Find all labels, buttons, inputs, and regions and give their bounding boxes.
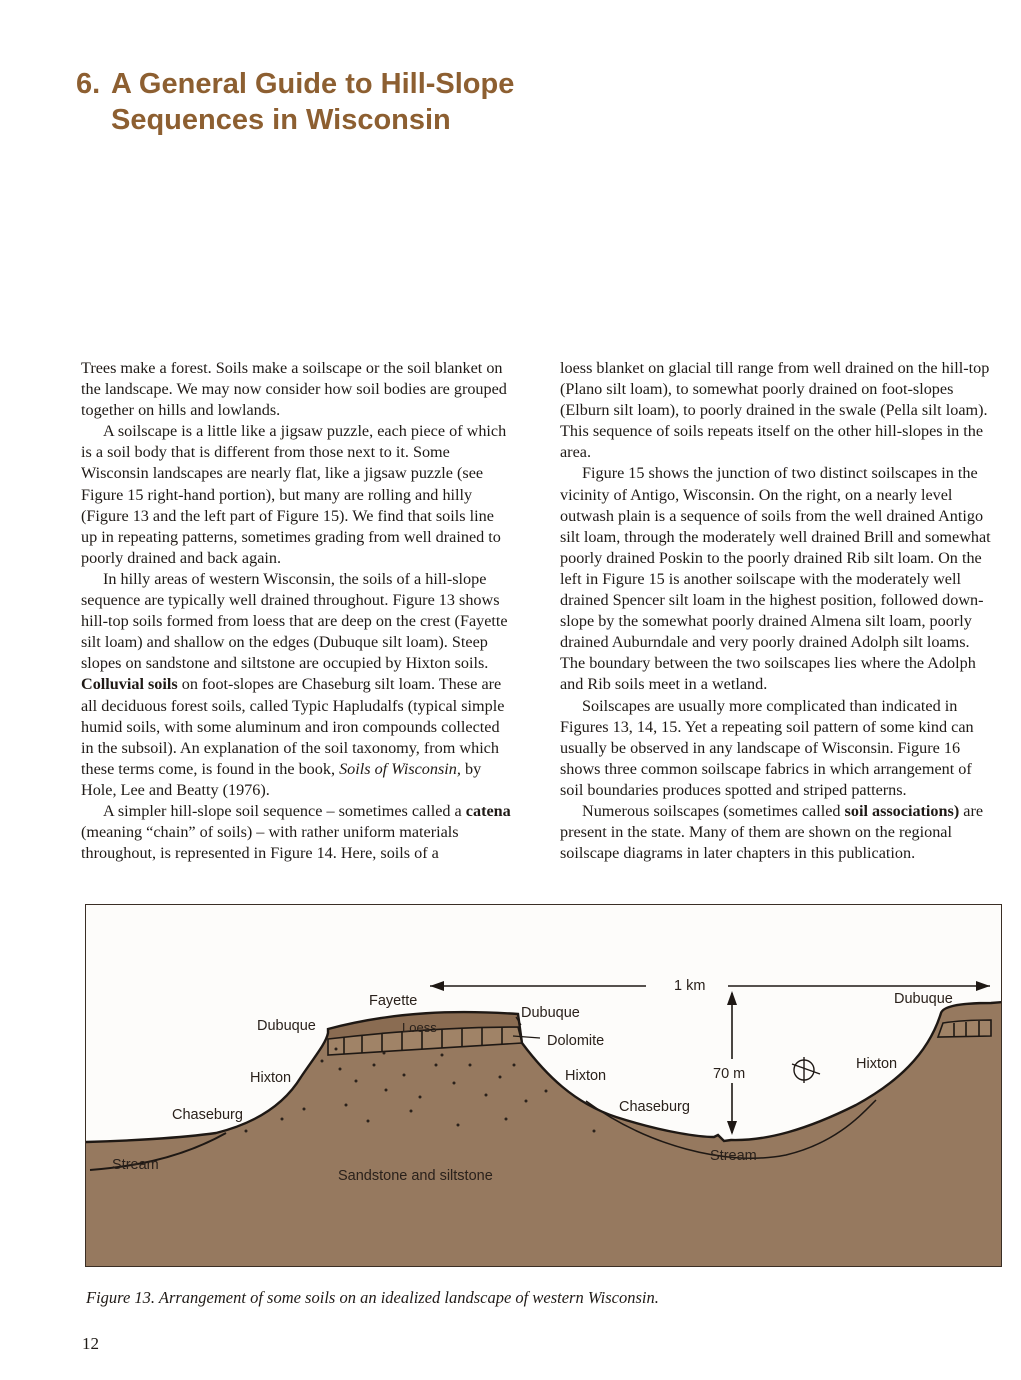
arrowhead-down xyxy=(727,1121,737,1135)
bold-term-catena: catena xyxy=(465,801,511,820)
paragraph xyxy=(81,801,513,864)
text-run: (meaning “chain” of soils) – with rather uniform materials throughout, is represented in Figure 14. Here, soils of a xyxy=(81,823,459,863)
crosshair-icon xyxy=(792,1057,820,1083)
label-scale-1km: 1 km xyxy=(674,978,706,994)
section-title-line-2: Sequences in Wisconsin xyxy=(111,104,451,136)
dolomite-layer-right xyxy=(938,1020,991,1037)
label-hixton-mid: Hixton xyxy=(565,1068,607,1084)
label-dubuque-right: Dubuque xyxy=(894,991,953,1007)
text-run: are present in the state. Many of them are shown on the regional soilscape diagrams in later chapters in this publication. xyxy=(560,801,984,863)
text-run: A simpler hill-slope soil sequence – sometimes called a xyxy=(103,801,466,820)
label-stream-right: Stream xyxy=(710,1148,757,1164)
label-dolomite: Dolomite xyxy=(547,1033,605,1049)
label-hixton-left: Hixton xyxy=(250,1070,292,1086)
paragraph xyxy=(81,569,513,801)
right-text-column xyxy=(560,358,992,864)
paragraph xyxy=(560,801,992,864)
paragraph: Figure 15 shows the junction of two distinct soilscapes in the vicinity of Antigo, Wisconsin. On the right, on a nearly level outwash plain is a sequence of soils from the well drained Antigo silt loam, through the moderately well drained Brill and somewhat poorly drained Poskin to the poorly drained Rib silt loam. On the left in Figure 15 is another soilscape with the moderately well drained Spencer silt loam in the highest position, followed down-slope by the somewhat poorly drained Almena silt loam, poorly drained Auburndale and very poorly drained Adolph silt loams. The boundary between the two soilscapes lies where the Adolph and Rib soils meet in a wetland. xyxy=(560,464,991,694)
page-number: 12 xyxy=(82,1334,99,1353)
section-title-line-1: A General Guide to Hill-Slope xyxy=(111,68,515,100)
text-run: Numerous soilscapes (sometimes called xyxy=(582,801,845,820)
label-chaseburg-right: Chaseburg xyxy=(619,1099,690,1115)
label-dubuque-mid: Dubuque xyxy=(521,1005,580,1021)
text-run: on foot-slopes are Chaseburg silt loam. These are all deciduous forest soils, called Typic Hapludalfs (typical simple humid soils, with some aluminum and iron compounds collected in the subsoil). An explanation of the soil taxonomy, from which these terms come, is found in the book, xyxy=(81,675,505,778)
label-chaseburg-left: Chaseburg xyxy=(172,1107,243,1123)
section-heading xyxy=(76,66,696,138)
label-dubuque-left: Dubuque xyxy=(257,1018,316,1034)
text-run: In hilly areas of western Wisconsin, the soils of a hill-slope sequence are typically well drained throughout. Figure 13 shows hill-top soils formed from loess that are deep on the crest (Fayette silt loam) and shallow on the edges (Dubuque silt loam). Steep slopes on sandstone and siltstone are occupied by Hixton soils. xyxy=(81,569,508,673)
landscape-cross-section xyxy=(86,905,1002,1267)
paragraph: Soilscapes are usually more complicated than indicated in Figures 13, 14, 15. Yet a repeating soil pattern of some kind can usually be observed in any landscape of Wisconsin. Figure 16 shows three common soilscape fabrics in which arrangement of soil boundaries produces spotted and striped patterns. xyxy=(560,696,974,799)
book-title: Soils of Wisconsin, xyxy=(339,759,461,778)
label-fayette: Fayette xyxy=(369,993,418,1009)
paragraph: Trees make a forest. Soils make a soilscape or the soil blanket on the landscape. We may now consider how soil bodies are grouped together on hills and lowlands. xyxy=(81,359,507,420)
section-number: 6. xyxy=(76,68,101,100)
label-scale-70m: 70 m xyxy=(713,1066,746,1082)
arrowhead-right xyxy=(976,981,990,991)
left-text-column xyxy=(81,358,513,864)
bold-term-colluvial-soils: Colluvial soils xyxy=(81,675,178,694)
text-run: by Hole, Lee and Beatty (1976). xyxy=(81,759,482,799)
figure-caption: Figure 13. Arrangement of some soils on an idealized landscape of western Wisconsin. xyxy=(86,1288,659,1307)
figure-13-diagram xyxy=(85,904,1002,1267)
label-loess: Loess xyxy=(402,1020,437,1035)
label-sandstone-siltstone: Sandstone and siltstone xyxy=(338,1168,493,1184)
paragraph: A soilscape is a little like a jigsaw puzzle, each piece of which is a soil body that is different from those next to it. Some Wisconsin landscapes are nearly flat, like a jigsaw puzzle (see Figure 15 right-hand portion), but many are rolling and hilly (Figure 13 and the left part of Figure 15). We find that soils line up in repeating patterns, sometimes grading from well drained to poorly drained and back again. xyxy=(81,422,507,567)
arrowhead-left xyxy=(430,981,444,991)
label-hixton-right: Hixton xyxy=(856,1056,898,1072)
bold-term-soil-associations: soil associations) xyxy=(844,801,960,820)
arrowhead-up xyxy=(727,991,737,1005)
paragraph: loess blanket on glacial till range from well drained on the hill-top (Plano silt loam), to somewhat poorly drained on foot-slopes (Elburn silt loam), to poorly drained in the swale (Pella silt loam). This sequence of soils repeats itself on the other hill-slopes in the area. xyxy=(560,359,990,462)
label-stream-left: Stream xyxy=(112,1157,159,1173)
